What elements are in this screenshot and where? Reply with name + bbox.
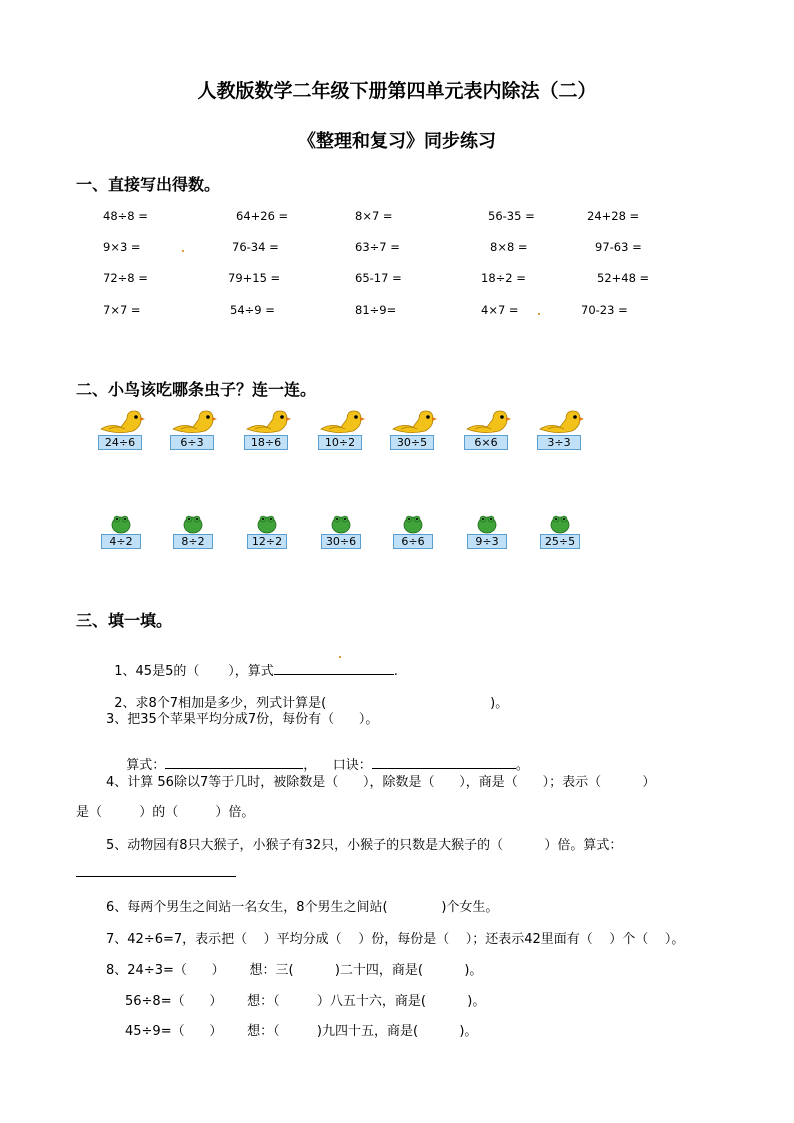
bird-label: 6÷3 (170, 435, 214, 450)
bird-label: 30÷5 (390, 435, 434, 450)
bug-card[interactable] (462, 512, 512, 549)
page-subtitle: 《整理和复习》同步练习 (298, 131, 496, 152)
problem: 70-23 = (581, 303, 628, 317)
stray-mark (538, 313, 540, 315)
question-1-text: 1、45是5的（ ），算式 (114, 664, 274, 679)
question-4-cont: 是（ ）的（ ）倍。 (76, 805, 255, 820)
problem: 72÷8 = (103, 271, 148, 285)
stray-mark (339, 656, 341, 658)
question-5-blank[interactable] (76, 864, 236, 877)
question-8-line-1: 8、24÷3=（ ） 想：三( )二十四，商是( )。 (106, 963, 483, 978)
answer-blank[interactable] (274, 662, 394, 675)
rhyme-blank[interactable] (372, 756, 516, 769)
bug-card[interactable] (316, 512, 366, 549)
problem: 7×7 = (103, 303, 141, 317)
problem: 97-63 = (595, 240, 642, 254)
bird-card[interactable] (168, 407, 218, 450)
bird-label: 18÷6 (244, 435, 288, 450)
answer-space[interactable] (326, 695, 490, 707)
bug-icon (547, 512, 573, 534)
question-5: 5、动物园有8只大猴子，小猴子有32只，小猴子的只数是大猴子的（ ）倍。算式： (106, 838, 623, 853)
bird-card[interactable] (462, 407, 512, 450)
bug-icon (328, 512, 354, 534)
bug-label: 12÷2 (247, 534, 287, 549)
problem: 79+15 = (228, 271, 281, 285)
problem: 9×3 = (103, 240, 141, 254)
question-3-end: 。 (515, 758, 529, 773)
bug-icon (108, 512, 134, 534)
problem: 63÷7 = (355, 240, 400, 254)
bug-label: 9÷3 (467, 534, 507, 549)
page-title: 人教版数学二年级下册第四单元表内除法（二） (197, 80, 597, 102)
question-2-end: )。 (490, 696, 509, 711)
bug-card[interactable] (96, 512, 146, 549)
bird-icon (243, 407, 291, 435)
bird-card[interactable] (388, 407, 438, 450)
bug-icon (254, 512, 280, 534)
bird-card[interactable] (96, 407, 146, 450)
problem: 54÷9 = (230, 303, 275, 317)
problem: 76-34 = (232, 240, 279, 254)
question-4: 4、计算 56除以7等于几时，被除数是（ ），除数是（ ），商是（ ）；表示（ ） (106, 775, 656, 790)
bird-icon (536, 407, 584, 435)
bird-card[interactable] (242, 407, 292, 450)
bug-label: 8÷2 (173, 534, 213, 549)
section-2-heading: 二、小鸟该吃哪条虫子？连一连。 (76, 380, 317, 399)
bug-label: 4÷2 (101, 534, 141, 549)
formula-blank[interactable] (165, 756, 303, 769)
bird-icon (169, 407, 217, 435)
question-2 (106, 677, 508, 711)
problem: 52+48 = (597, 271, 650, 285)
question-7: 7、42÷6=7，表示把（ ）平均分成（ ）份，每份是（ ）；还表示42里面有（ ）个（ ）。 (106, 932, 685, 947)
bug-card[interactable] (242, 512, 292, 549)
problem: 65-17 = (355, 271, 402, 285)
bug-card[interactable] (168, 512, 218, 549)
bug-card[interactable] (388, 512, 438, 549)
problem: 64+26 = (236, 209, 289, 223)
bird-label: 6×6 (464, 435, 508, 450)
section-1-heading: 一、直接写出得数。 (76, 175, 221, 194)
bird-icon (463, 407, 511, 435)
bird-label: 3÷3 (537, 435, 581, 450)
problem: 4×7 = (481, 303, 519, 317)
label-rhyme: ， 口诀： (303, 758, 372, 773)
bug-icon (400, 512, 426, 534)
question-2-text: 2、求8个7相加是多少，列式计算是( (114, 696, 327, 711)
question-1 (106, 645, 398, 679)
problem: 24+28 = (587, 209, 640, 223)
section-3-heading: 三、填一填。 (76, 611, 173, 630)
stray-mark (182, 250, 184, 252)
bird-label: 10÷2 (318, 435, 362, 450)
question-1-end: . (393, 664, 398, 679)
bug-label: 6÷6 (393, 534, 433, 549)
problem: 81÷9= (355, 303, 397, 317)
bird-card[interactable] (316, 407, 366, 450)
label-formula: 算式： (126, 758, 166, 773)
problem: 56-35 = (488, 209, 535, 223)
question-3: 3、把35个苹果平均分成7份，每份有（ ）。 (106, 712, 379, 727)
problem: 8×7 = (355, 209, 393, 223)
bird-label: 24÷6 (98, 435, 142, 450)
problem: 48÷8 = (103, 209, 148, 223)
problem: 18÷2 = (481, 271, 526, 285)
bug-label: 30÷6 (321, 534, 361, 549)
bug-icon (474, 512, 500, 534)
bug-icon (180, 512, 206, 534)
bug-label: 25÷5 (540, 534, 580, 549)
question-8-line-2: 56÷8=（ ） 想：（ ）八五十六，商是( )。 (125, 994, 486, 1009)
bird-icon (389, 407, 437, 435)
bird-icon (317, 407, 365, 435)
problem: 8×8 = (490, 240, 528, 254)
bird-card[interactable] (535, 407, 585, 450)
bird-icon (97, 407, 145, 435)
question-8-line-3: 45÷9=（ ） 想：（ )九四十五，商是( )。 (125, 1024, 478, 1039)
question-3-answer (118, 739, 529, 773)
question-6: 6、每两个男生之间站一名女生，8个男生之间站( )个女生。 (106, 900, 499, 915)
bug-card[interactable] (535, 512, 585, 549)
